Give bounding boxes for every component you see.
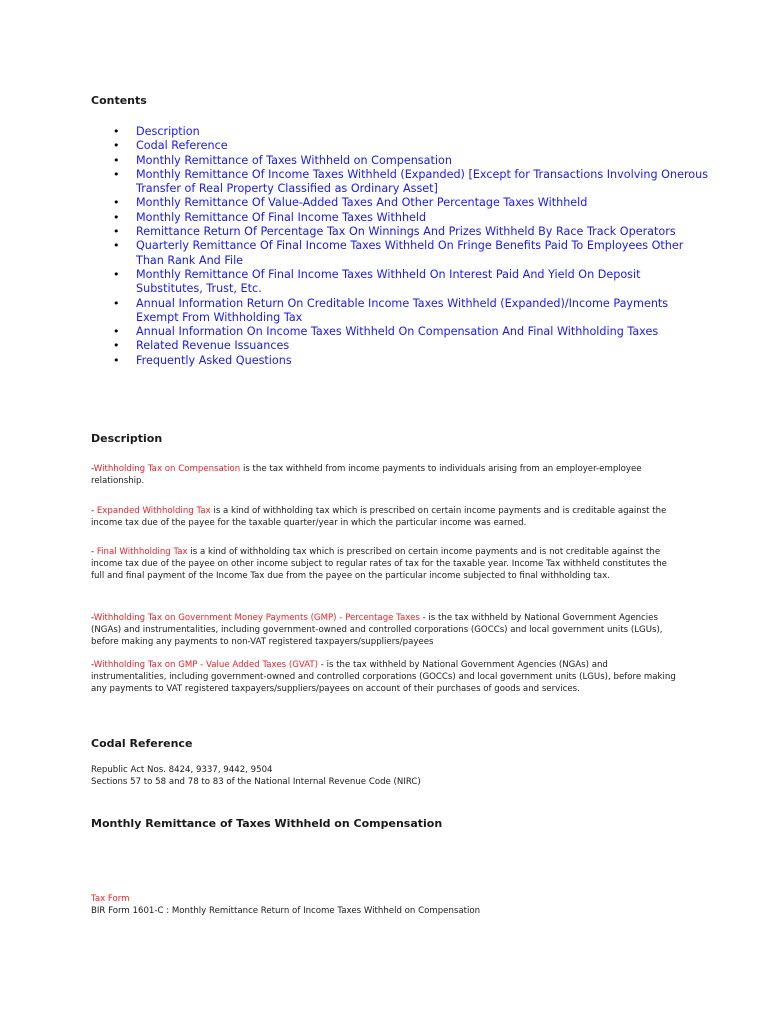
paragraph-text: - is the tax withheld by National Government Agencies (NGAs) and instrumentalities, including government-owned and controlled corporations (GOCCs) and local government units (LGUs), before making any payments to non-VAT registered taxpayers/suppliers/payees: [91, 613, 663, 647]
toc-link-revenue-issuances[interactable]: Related Revenue Issuances: [136, 339, 290, 353]
list-item: [110, 268, 710, 297]
list-item: [110, 211, 710, 225]
bullet-icon: •: [113, 167, 120, 181]
tax-form-block: [91, 894, 681, 918]
list-item: [110, 339, 710, 353]
paragraph-text: is the tax withheld from income payments to individuals arising from an employer-employee relationship.: [91, 464, 642, 486]
toc-link-faq[interactable]: Frequently Asked Questions: [136, 353, 292, 367]
paragraph-prefix: -: [91, 547, 97, 557]
toc-link-race-track[interactable]: Remittance Return Of Percentage Tax On Winnings And Prizes Withheld By Race Track Operators: [136, 225, 676, 239]
list-item: [110, 196, 710, 210]
codal-reference-text: [91, 765, 681, 789]
contents-heading: Contents: [91, 94, 147, 107]
description-paragraph-expanded: [91, 506, 681, 530]
bullet-icon: •: [113, 225, 120, 239]
list-item: [110, 239, 710, 268]
paragraph-prefix: -: [91, 464, 94, 474]
monthly-remittance-heading: Monthly Remittance of Taxes Withheld on Compensation: [91, 817, 443, 830]
bullet-icon: •: [113, 239, 120, 253]
description-paragraph-final: [91, 547, 681, 582]
contents-list: [110, 125, 710, 368]
toc-link-monthly-final[interactable]: Monthly Remittance Of Final Income Taxes Withheld: [136, 210, 427, 224]
tax-form-text: BIR Form 1601-C : Monthly Remittance Return of Income Taxes Withheld on Compensation: [91, 905, 481, 916]
list-item: [110, 154, 710, 168]
term-withholding-compensation: Withholding Tax on Compensation: [93, 464, 241, 474]
bullet-icon: •: [113, 339, 120, 353]
tax-form-label: Tax Form: [91, 894, 130, 904]
bullet-icon: •: [113, 125, 120, 138]
term-expanded-withholding: Expanded Withholding Tax: [96, 506, 211, 516]
bullet-icon: •: [113, 296, 120, 310]
term-gvat: Withholding Tax on GMP - Value Added Taxes (GVAT): [93, 660, 319, 670]
bullet-icon: •: [113, 353, 120, 367]
toc-link-codal-reference[interactable]: Codal Reference: [136, 139, 228, 153]
paragraph-text: is a kind of withholding tax which is prescribed on certain income payments and is not creditable against the income tax due of the payee on other income subject to regular rates of tax for the taxable year. Income Tax withheld constitutes the full and final payment of the Income Tax due from the payee on the particular income subjected to final withholding tax.: [91, 547, 667, 581]
term-final-withholding: Final Withholding Tax: [96, 547, 188, 557]
toc-link-fringe-benefits[interactable]: Quarterly Remittance Of Final Income Taxes Withheld On Fringe Benefits Paid To Employees Other Than Rank And File: [136, 239, 684, 267]
bullet-icon: •: [113, 325, 120, 339]
list-item: [110, 354, 710, 368]
list-item: [110, 325, 710, 339]
codal-reference-heading: Codal Reference: [91, 737, 193, 750]
list-item: [110, 139, 710, 153]
bullet-icon: •: [113, 139, 120, 153]
codal-line-acts: Republic Act Nos. 8424, 9337, 9442, 9504: [91, 765, 273, 775]
paragraph-text: - is the tax withheld by National Government Agencies (NGAs) and instrumentalities, including government-owned and controlled corporations (GOCCs) and local government units (LGUs), before making any payments to VAT registered taxpayers/suppliers/payees on account of their purchases of goods and services.: [91, 660, 676, 694]
toc-link-monthly-expanded[interactable]: Monthly Remittance Of Income Taxes Withheld (Expanded) [Except for Transactions Involving Onerous Transfer of Real Property Classified as Ordinary Asset]: [136, 167, 709, 196]
paragraph-prefix: -: [91, 660, 94, 670]
term-gmp-percentage: Withholding Tax on Government Money Payments (GMP) - Percentage Taxes: [93, 613, 420, 623]
toc-link-interest-paid[interactable]: Monthly Remittance Of Final Income Taxes Withheld On Interest Paid And Yield On Deposit Substitutes, Trust, Etc.: [136, 267, 641, 296]
toc-link-monthly-compensation[interactable]: Monthly Remittance of Taxes Withheld on Compensation: [136, 153, 452, 167]
list-item: [110, 168, 710, 197]
description-paragraph-compensation: [91, 464, 681, 488]
description-paragraph-gmp-percentage: [91, 613, 681, 648]
paragraph-text: is a kind of withholding tax which is prescribed on certain income payments and is creditable against the income tax due of the payee for the taxable quarter/year in which the particular income was earned.: [91, 506, 667, 528]
paragraph-prefix: -: [91, 613, 94, 623]
toc-link-monthly-vat[interactable]: Monthly Remittance Of Value-Added Taxes And Other Percentage Taxes Withheld: [136, 196, 588, 210]
bullet-icon: •: [113, 153, 120, 167]
list-item: [110, 125, 710, 139]
bullet-icon: •: [113, 267, 120, 281]
list-item: [110, 297, 710, 326]
bullet-icon: •: [113, 196, 120, 210]
description-paragraph-gvat: [91, 660, 681, 695]
paragraph-prefix: -: [91, 506, 97, 516]
bullet-icon: •: [113, 210, 120, 224]
toc-link-annual-expanded[interactable]: Annual Information Return On Creditable Income Taxes Withheld (Expanded)/Income Payments Exempt From Withholding Tax: [136, 296, 669, 324]
codal-line-sections: Sections 57 to 58 and 78 to 83 of the National Internal Revenue Code (NIRC): [91, 776, 421, 787]
description-heading: Description: [91, 432, 163, 445]
list-item: [110, 225, 710, 239]
toc-link-annual-compensation[interactable]: Annual Information On Income Taxes Withheld On Compensation And Final Withholding Taxes: [136, 325, 659, 339]
toc-link-description[interactable]: Description: [136, 125, 200, 138]
